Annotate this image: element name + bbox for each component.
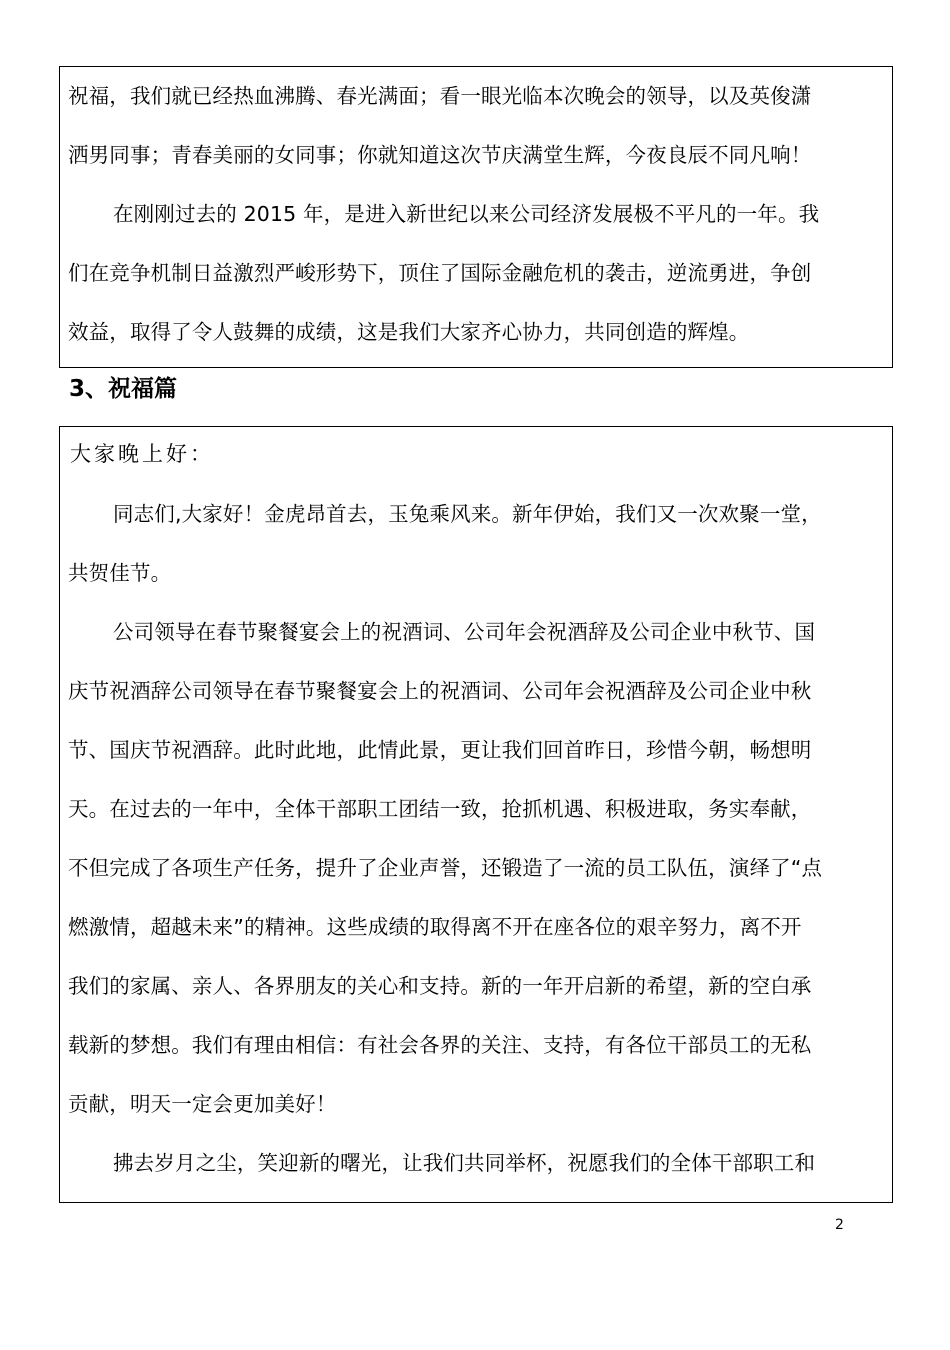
section-heading: 3、祝福篇 <box>69 376 178 402</box>
paragraph-line: 我们的家属、亲人、各界朋友的关心和支持。新的一年开启新的希望，新的空白承 <box>68 974 812 998</box>
paragraph-line: 同志们,大家好！金虎昂首去，玉兔乘风来。新年伊始，我们又一次欢聚一堂， <box>113 502 822 526</box>
paragraph-line: 祝福，我们就已经热血沸腾、春光满面；看一眼光临本次晚会的领导，以及英俊潇 <box>68 84 812 108</box>
paragraph-line: 们在竞争机制日益激烈严峻形势下，顶住了国际金融危机的袭击，逆流勇进，争创 <box>68 261 812 285</box>
paragraph-line: 在刚刚过去的 2015 年，是进入新世纪以来公司经济发展极不平凡的一年。我 <box>113 202 820 226</box>
text-box-blessing <box>59 426 893 1203</box>
paragraph-line: 洒男同事；青春美丽的女同事；你就知道这次节庆满堂生辉，今夜良辰不同凡响！ <box>68 143 812 167</box>
paragraph-line: 节、国庆节祝酒辞。此时此地，此情此景，更让我们回首昨日，珍惜今朝，畅想明 <box>68 738 812 762</box>
greeting: 大家晚上好： <box>70 442 214 466</box>
paragraph-line: 效益，取得了令人鼓舞的成绩，这是我们大家齐心协力，共同创造的辉煌。 <box>68 320 750 344</box>
paragraph-line: 不但完成了各项生产任务，提升了企业声誉，还锻造了一流的员工队伍，演绎了“点 <box>68 856 823 880</box>
paragraph-line: 共贺佳节。 <box>68 561 172 585</box>
paragraph-line: 拂去岁月之尘，笑迎新的曙光，让我们共同举杯，祝愿我们的全体干部职工和 <box>113 1151 816 1175</box>
paragraph-line: 燃激情，超越未来”的精神。这些成绩的取得离不开在座各位的艰辛努力，离不开 <box>68 915 802 939</box>
paragraph-line: 天。在过去的一年中，全体干部职工团结一致，抢抓机遇、积极进取，务实奉献， <box>68 797 812 821</box>
paragraph-line: 庆节祝酒辞公司领导在春节聚餐宴会上的祝酒词、公司年会祝酒辞及公司企业中秋 <box>68 679 812 703</box>
paragraph-line: 载新的梦想。我们有理由相信：有社会各界的关注、支持，有各位干部员工的无私 <box>68 1033 812 1057</box>
text-box-upper <box>59 66 893 368</box>
paragraph-line: 贡献，明天一定会更加美好！ <box>68 1092 337 1116</box>
paragraph-line: 公司领导在春节聚餐宴会上的祝酒词、公司年会祝酒辞及公司企业中秋节、国 <box>113 620 816 644</box>
page-number: 2 <box>835 1217 844 1233</box>
